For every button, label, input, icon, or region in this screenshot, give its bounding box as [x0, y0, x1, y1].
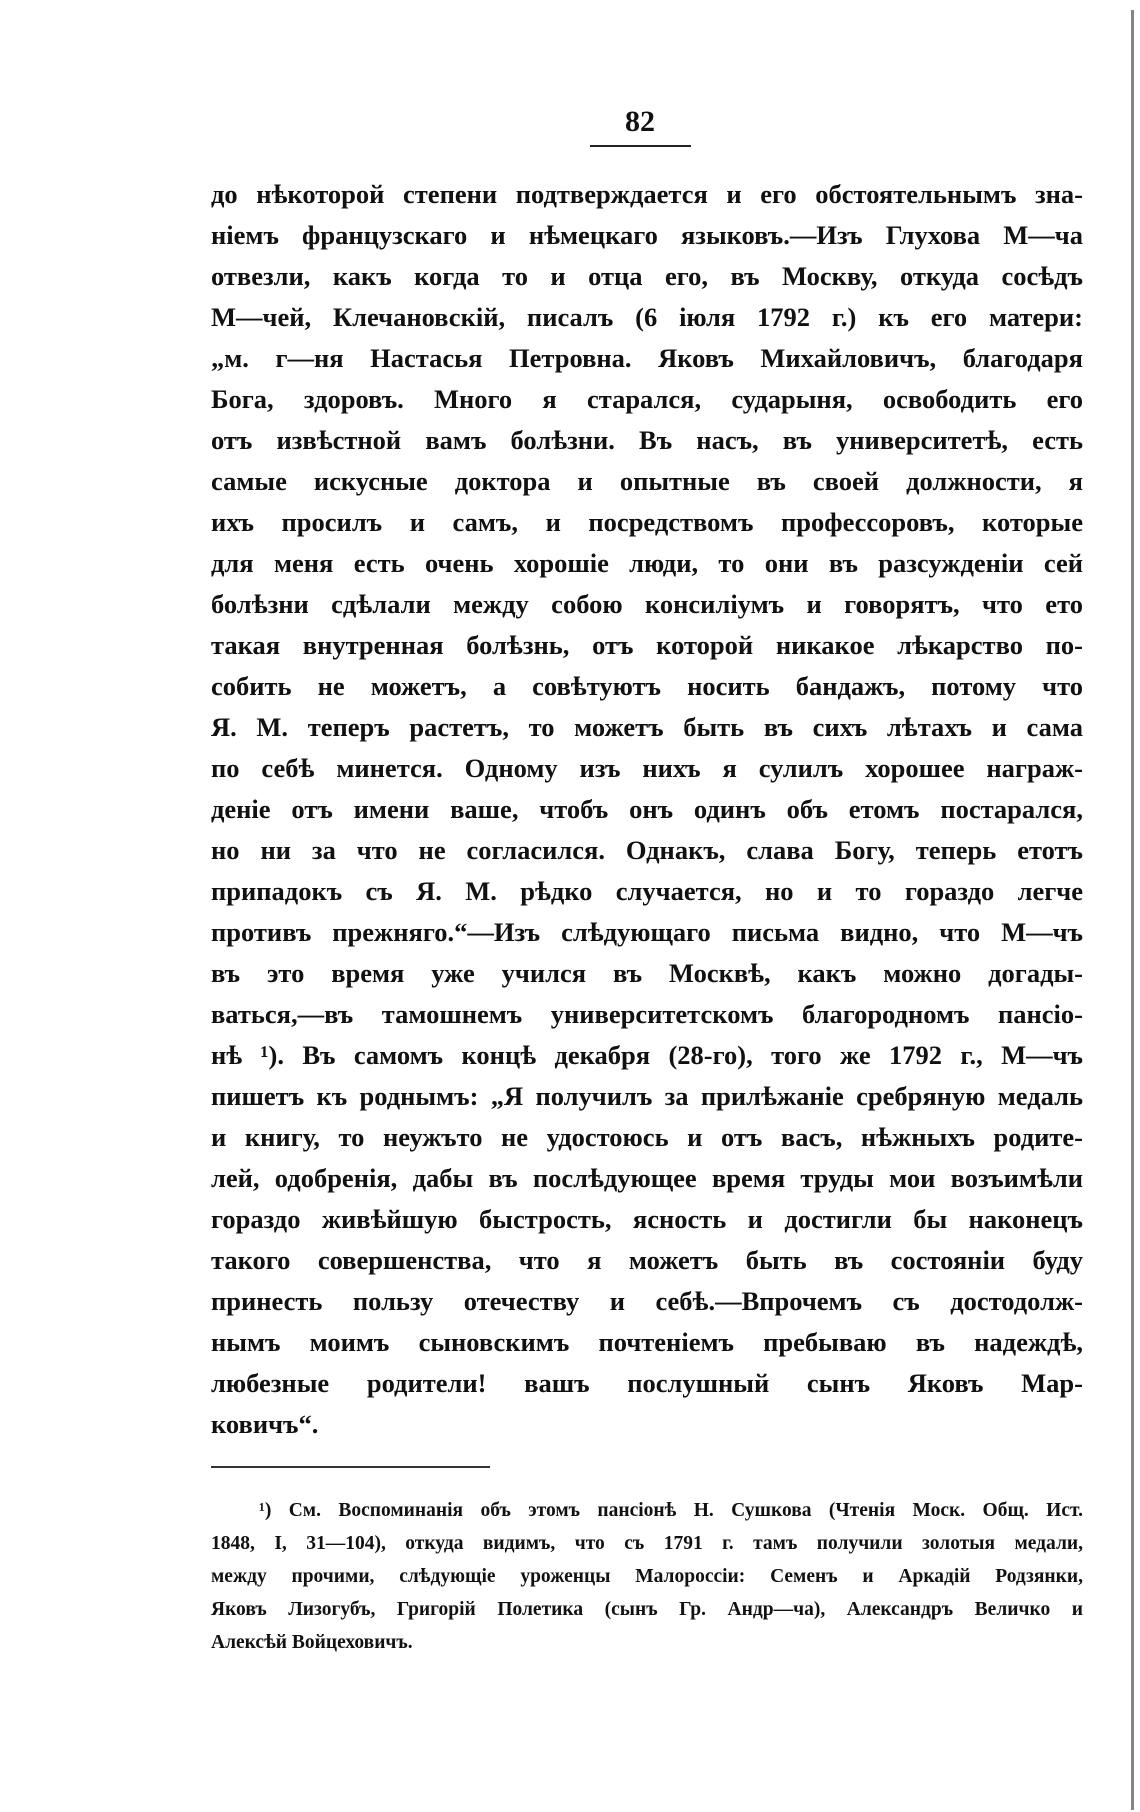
page-number-rule [590, 145, 691, 147]
text-line: болѣзни сдѣлали между собою консиліумъ и говорятъ, что ето [211, 589, 1083, 619]
body-text [211, 174, 1083, 1445]
text-line: М—чей, Клечановскій, писалъ (6 іюля 1792 г.) къ его матери: [211, 302, 1083, 332]
text-line: собить не можетъ, а совѣтуютъ носить бандажъ, потому что [211, 671, 1083, 701]
text-line: по себѣ минется. Одному изъ нихъ я сулилъ хорошее награж- [211, 753, 1083, 783]
text-line: ихъ просилъ и самъ, и посредствомъ профессоровъ, которые [211, 507, 1083, 537]
text-line: Бога, здоровъ. Много я старался, сударыня, освободить его [211, 384, 1083, 414]
text-line: но ни за что не согласился. Однакъ, слава Богу, теперь етотъ [211, 835, 1083, 865]
text-line: пишетъ къ роднымъ: „Я получилъ за прилѣжаніе сребряную медаль [211, 1081, 1083, 1111]
text-line: и книгу, то неужъто не удостоюсь и отъ васъ, нѣжныхъ родите- [211, 1122, 1083, 1152]
text-line: „м. г—ня Настасья Петровна. Яковъ Михайловичъ, благодаря [211, 343, 1083, 373]
text-line: Я. М. теперъ растетъ, то можетъ быть въ сихъ лѣтахъ и сама [211, 712, 1083, 742]
text-line: припадокъ съ Я. М. рѣдко случается, но и то гораздо легче [211, 876, 1083, 906]
text-line: любезные родители! вашъ послушный сынъ Яковъ Мар- [211, 1368, 1083, 1398]
text-line: принесть пользу отечеству и себѣ.—Впрочемъ съ достодолж- [211, 1286, 1083, 1316]
footnote-line: Алексѣй Войцеховичъ. [211, 1632, 413, 1653]
text-line: нымъ моимъ сыновскимъ почтеніемъ пребываю въ надеждѣ, [211, 1327, 1083, 1357]
text-line: противъ прежняго.“—Изъ слѣдующаго письма видно, что М—чъ [211, 917, 1083, 947]
text-line: деніе отъ имени ваше, чтобъ онъ одинъ объ етомъ постарался, [211, 794, 1083, 824]
text-line: нѣ ¹). Въ самомъ концѣ декабря (28-го), того же 1792 г., М—чъ [211, 1040, 1083, 1070]
text-line: лей, одобренія, дабы въ послѣдующее время труды мои возъимѣли [211, 1163, 1083, 1193]
footnote [211, 1494, 1083, 1659]
footnote-line: ¹) См. Воспоминанія объ этомъ пансіонѣ Н. Сушкова (Чтенія Моск. Общ. Ист. [259, 1500, 1083, 1521]
footnote-line: между прочими, слѣдующіе уроженцы Малороссіи: Семенъ и Аркадій Родзянки, [211, 1566, 1083, 1587]
text-line: отвезли, какъ когда то и отца его, въ Москву, откуда сосѣдъ [211, 261, 1083, 291]
text-line: самые искусные доктора и опытные въ своей должности, я [211, 466, 1083, 496]
text-line: такая внутренная болѣзнь, отъ которой никакое лѣкарство по- [211, 630, 1083, 660]
footnote-line: Яковъ Лизогубъ, Григорій Полетика (сынъ Гр. Андр—ча), Александръ Величко и [211, 1599, 1083, 1620]
text-line: гораздо живѣйшую быстрость, ясность и достигли бы наконецъ [211, 1204, 1083, 1234]
text-line: ковичъ“. [211, 1409, 319, 1439]
footnote-rule [211, 1466, 490, 1468]
footnote-line: 1848, I, 31—104), откуда видимъ, что съ 1791 г. тамъ получили золотыя медали, [211, 1533, 1083, 1554]
text-line: ваться,—въ тамошнемъ университетскомъ благородномъ пансіо- [211, 999, 1083, 1029]
page-edge-shadow [1131, 10, 1134, 1810]
text-line: ніемъ французскаго и нѣмецкаго языковъ.—Изъ Глухова М—ча [211, 220, 1083, 250]
text-line: для меня есть очень хорошіе люди, то они въ разсужденіи сей [211, 548, 1083, 578]
text-line: до нѣкоторой степени подтверждается и его обстоятельнымъ зна- [211, 179, 1083, 209]
text-line: отъ извѣстной вамъ болѣзни. Въ насъ, въ университетѣ, есть [211, 425, 1083, 455]
text-line: такого совершенства, что я можетъ быть въ состояніи буду [211, 1245, 1083, 1275]
page-number: 82 [625, 105, 655, 138]
text-line: въ это время уже учился въ Москвѣ, какъ можно догады- [211, 958, 1083, 988]
